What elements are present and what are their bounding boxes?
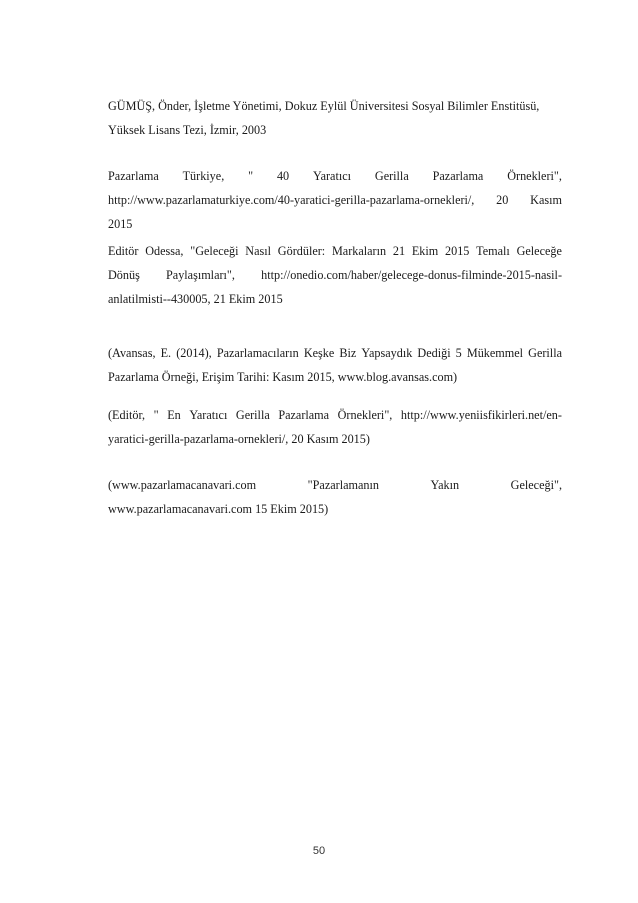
reference-entry-4 — [108, 341, 562, 389]
text-run: GÜMÜŞ, Önder, İşletme Yönetimi, Dokuz Eylül Üniversitesi Sosyal Bilimler Enstitüsü, — [108, 99, 540, 113]
text-run: Geleceği", — [510, 478, 562, 492]
text-run: Kasım — [530, 193, 562, 207]
text-run: Pazarlama Örneği, Erişim Tarihi: Kasım 2015, www.blog.avansas.com) — [108, 370, 458, 384]
reference-line — [108, 427, 562, 451]
text-run: Yaratıcı — [313, 169, 352, 183]
text-run: Yapsaydık — [361, 346, 413, 360]
text-run: "Geleceği — [190, 244, 239, 258]
reference-line — [108, 118, 562, 142]
reference-line — [108, 287, 562, 311]
text-run: anlatilmisti--430005, 21 Ekim 2015 — [108, 292, 283, 306]
text-run: 21 — [392, 244, 406, 258]
text-run: Ekim — [411, 244, 439, 258]
text-run: Dönüş — [108, 268, 140, 282]
text-run: Örnekleri", — [337, 408, 393, 422]
text-run: Geleceğe — [516, 244, 562, 258]
text-run: "Pazarlamanın — [307, 478, 379, 492]
text-run: www.pazarlamacanavari.com 15 Ekim 2015) — [108, 502, 329, 516]
reference-line — [108, 164, 562, 188]
text-run: Türkiye, — [182, 169, 225, 183]
text-run: Biz — [339, 346, 357, 360]
text-run: 5 — [455, 346, 462, 360]
text-run: Pazarlama — [108, 169, 159, 183]
text-run: Markaların — [331, 244, 387, 258]
reference-entry-5 — [108, 403, 562, 451]
reference-line — [108, 473, 562, 497]
reference-line — [108, 188, 562, 212]
text-run: Yaratıcı — [189, 408, 228, 422]
text-run: (2014), — [176, 346, 212, 360]
text-run: Pazarlamacıların — [216, 346, 299, 360]
text-run: Dediği — [417, 346, 451, 360]
text-run: Mükemmel — [466, 346, 524, 360]
text-run: Paylaşımları", — [166, 268, 235, 282]
reference-entry-6 — [108, 473, 562, 521]
text-run: 40 — [276, 169, 290, 183]
text-run: Gerilla — [374, 169, 409, 183]
text-run: 2015 — [445, 244, 470, 258]
text-run: 20 — [496, 193, 509, 207]
reference-line — [108, 263, 562, 287]
text-run: En — [167, 408, 181, 422]
text-run: (Editör, — [108, 408, 146, 422]
text-run: http://www.yeniisfikirleri.net/en- — [400, 408, 562, 422]
text-run: Pazarlama — [432, 169, 484, 183]
reference-line — [108, 403, 562, 427]
text-run: Örnekleri", — [507, 169, 562, 183]
text-run: (www.pazarlamacanavari.com — [108, 478, 257, 492]
text-run: http://www.pazarlamaturkiye.com/40-yaratici-gerilla-pazarlama-ornekleri/, — [108, 193, 475, 207]
text-run: 2015 — [108, 217, 133, 231]
text-run: yaratici-gerilla-pazarlama-ornekleri/, 20 Kasım 2015) — [108, 432, 370, 446]
reference-line — [108, 497, 562, 521]
reference-line — [108, 239, 562, 263]
page-number: 50 — [312, 845, 326, 857]
text-run: (Avansas, — [108, 346, 156, 360]
text-run: Editör — [108, 244, 139, 258]
reference-line — [108, 365, 562, 389]
text-run: Pazarlama — [278, 408, 330, 422]
reference-line — [108, 94, 562, 118]
text-run: Yüksek Lisans Tezi, İzmir, 2003 — [108, 123, 267, 137]
text-run: Odessa, — [145, 244, 184, 258]
text-run: Nasıl — [245, 244, 272, 258]
text-run: Gerilla — [235, 408, 270, 422]
reference-line — [108, 212, 562, 236]
text-run: Gerilla — [528, 346, 562, 360]
reference-entry-1 — [108, 94, 562, 142]
text-run: Temalı — [476, 244, 510, 258]
text-run: E. — [160, 346, 172, 360]
text-run: " — [153, 408, 159, 422]
text-run: http://onedio.com/haber/gelecege-donus-filminde-2015-nasil- — [261, 268, 562, 282]
reference-line — [108, 341, 562, 365]
text-run: Gördüler: — [277, 244, 326, 258]
text-run: Keşke — [303, 346, 335, 360]
text-run: " — [248, 169, 254, 183]
reference-entry-3 — [108, 239, 562, 311]
reference-entry-2 — [108, 164, 562, 236]
text-run: Yakın — [430, 478, 460, 492]
